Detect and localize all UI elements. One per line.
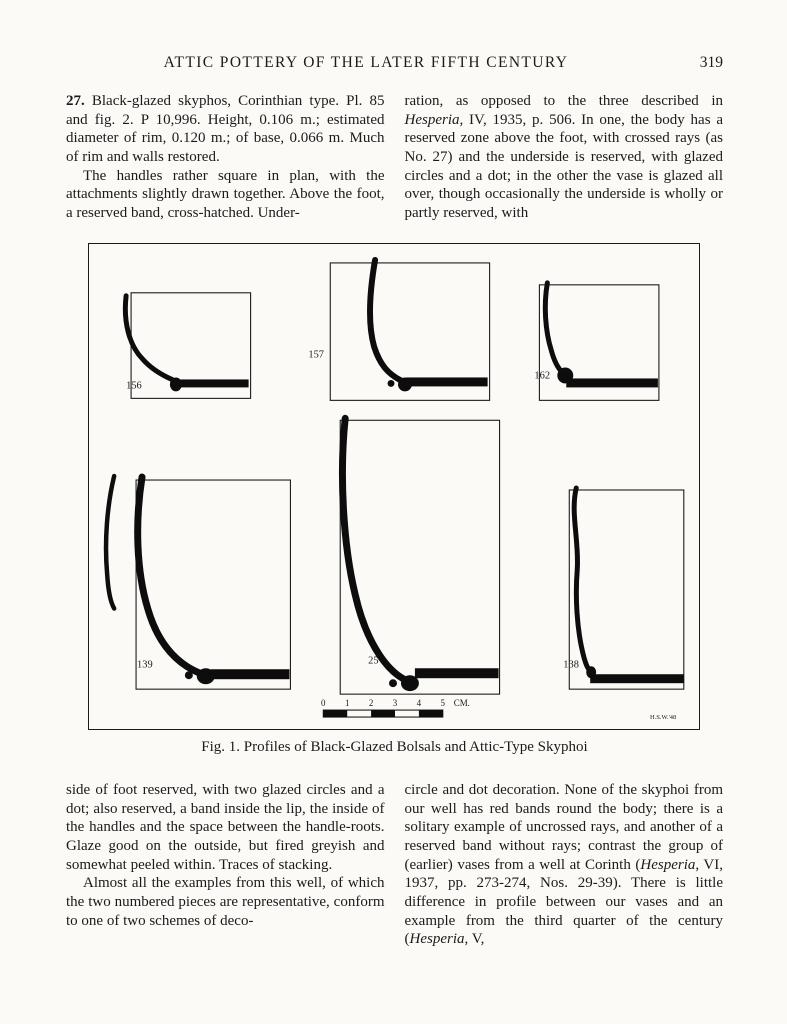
figure-caption: Fig. 1. Profiles of Black-Glazed Bolsals and Attic-Type Skyphoi xyxy=(201,739,588,755)
paragraph-handles: The handles rather square in plan, with the attachments slightly drawn together. Above the foot, a reserved band, cross-hatched. Under- xyxy=(66,167,385,222)
scale-tick-3: 3 xyxy=(392,698,398,709)
paragraph-circle-dot: circle and dot decoration. None of the skyphoi from our well has red bands round the body; there is a solitary example of uncrossed rays, and another of a reserved band without rays; contrast the group of (earlier) vases from a well at Corinth (Hesperia, VI, 1937, pp. 273-274, Nos. 29-39). There is little difference in profile between our vases and an example from the third quarter of the century (Hesperia, V, xyxy=(404,782,723,948)
scale-tick-1: 1 xyxy=(344,698,350,709)
catalog-entry-27: 27. Black-glazed skyphos, Corinthian type. Pl. 85 and fig. 2. P 10,996. Height, 0.106 m.; estimated diameter of rim, 0.120 m.; of base, 0.066 m. Much of rim and walls restored. xyxy=(66,93,385,166)
restored-outline-frame xyxy=(136,480,290,689)
profile-label-138: 138 xyxy=(563,659,579,671)
vessel-wall xyxy=(370,260,401,381)
paragraph-decoration-schemes: ration, as opposed to the three described in Hesperia, IV, 1935, p. 506. In one, the body has a reserved zone above the foot, with crossed rays (as No. 27) and the underside is reserved, with glazed circles and a dot; in the other the vase is glazed all over, though occasionally the underside is wholly or partly reserved, with xyxy=(404,93,723,222)
base-band xyxy=(177,379,249,387)
vessel-wall xyxy=(545,283,562,373)
bottom-text-section xyxy=(66,781,723,949)
top-left-column xyxy=(66,92,385,223)
paragraph-foot-reserved: side of foot reserved, with two glazed circles and a dot; also reserved, a band inside the lip, the inside of the handles and the space between the handle-roots. Glaze good on the outside, but fired greyish and somewhat peeled within. Traces of stacking. xyxy=(66,782,385,873)
top-text-section xyxy=(66,92,723,223)
base-band xyxy=(406,377,488,386)
foot-curl xyxy=(389,679,397,687)
restored-outline-frame xyxy=(340,420,499,694)
rim-fragment xyxy=(106,476,114,608)
scale-unit-label: CM. xyxy=(453,698,470,709)
profile-drawing-138 xyxy=(563,488,684,689)
foot-curl xyxy=(388,380,395,387)
profile-label-25: 25 xyxy=(368,655,379,667)
page-number: 319 xyxy=(699,54,723,71)
profile-label-156: 156 xyxy=(126,380,142,392)
base-band xyxy=(211,669,290,679)
foot-curl xyxy=(185,671,193,679)
profile-label-139: 139 xyxy=(137,659,153,671)
vessel-wall xyxy=(342,418,404,679)
top-right-column xyxy=(405,92,724,223)
base-band xyxy=(566,378,658,387)
pottery-profiles-drawing xyxy=(89,244,699,729)
scale-tick-0: 0 xyxy=(321,698,326,709)
base-band xyxy=(415,668,499,678)
profile-drawing-157 xyxy=(308,260,489,400)
bottom-left-column xyxy=(66,781,385,949)
artist-signature: H.S.W.'48 xyxy=(649,714,677,722)
profile-drawing-156 xyxy=(125,293,250,399)
vessel-wall xyxy=(574,488,590,671)
base-band xyxy=(590,674,684,683)
figure-1 xyxy=(88,243,700,730)
profile-drawing-139 xyxy=(106,476,290,689)
paragraph-examples: Almost all the examples from this well, of which the two numbered pieces are representative, conform to one of two schemes of deco- xyxy=(66,875,385,929)
scale-tick-5: 5 xyxy=(440,698,446,709)
scale-segment xyxy=(419,710,443,717)
scale-segment xyxy=(323,710,347,717)
vessel-wall xyxy=(138,477,200,673)
profile-label-162: 162 xyxy=(534,370,551,382)
scale-tick-4: 4 xyxy=(416,698,422,709)
scale-bar xyxy=(321,698,470,717)
running-head-title: ATTIC POTTERY OF THE LATER FIFTH CENTURY xyxy=(163,54,569,71)
bottom-right-column xyxy=(405,781,724,949)
scale-segment xyxy=(371,710,395,717)
profile-label-157: 157 xyxy=(308,349,325,361)
profile-drawing-25 xyxy=(340,418,499,694)
scale-tick-2: 2 xyxy=(368,698,374,709)
profile-drawing-162 xyxy=(534,283,658,401)
vessel-wall xyxy=(125,296,172,380)
